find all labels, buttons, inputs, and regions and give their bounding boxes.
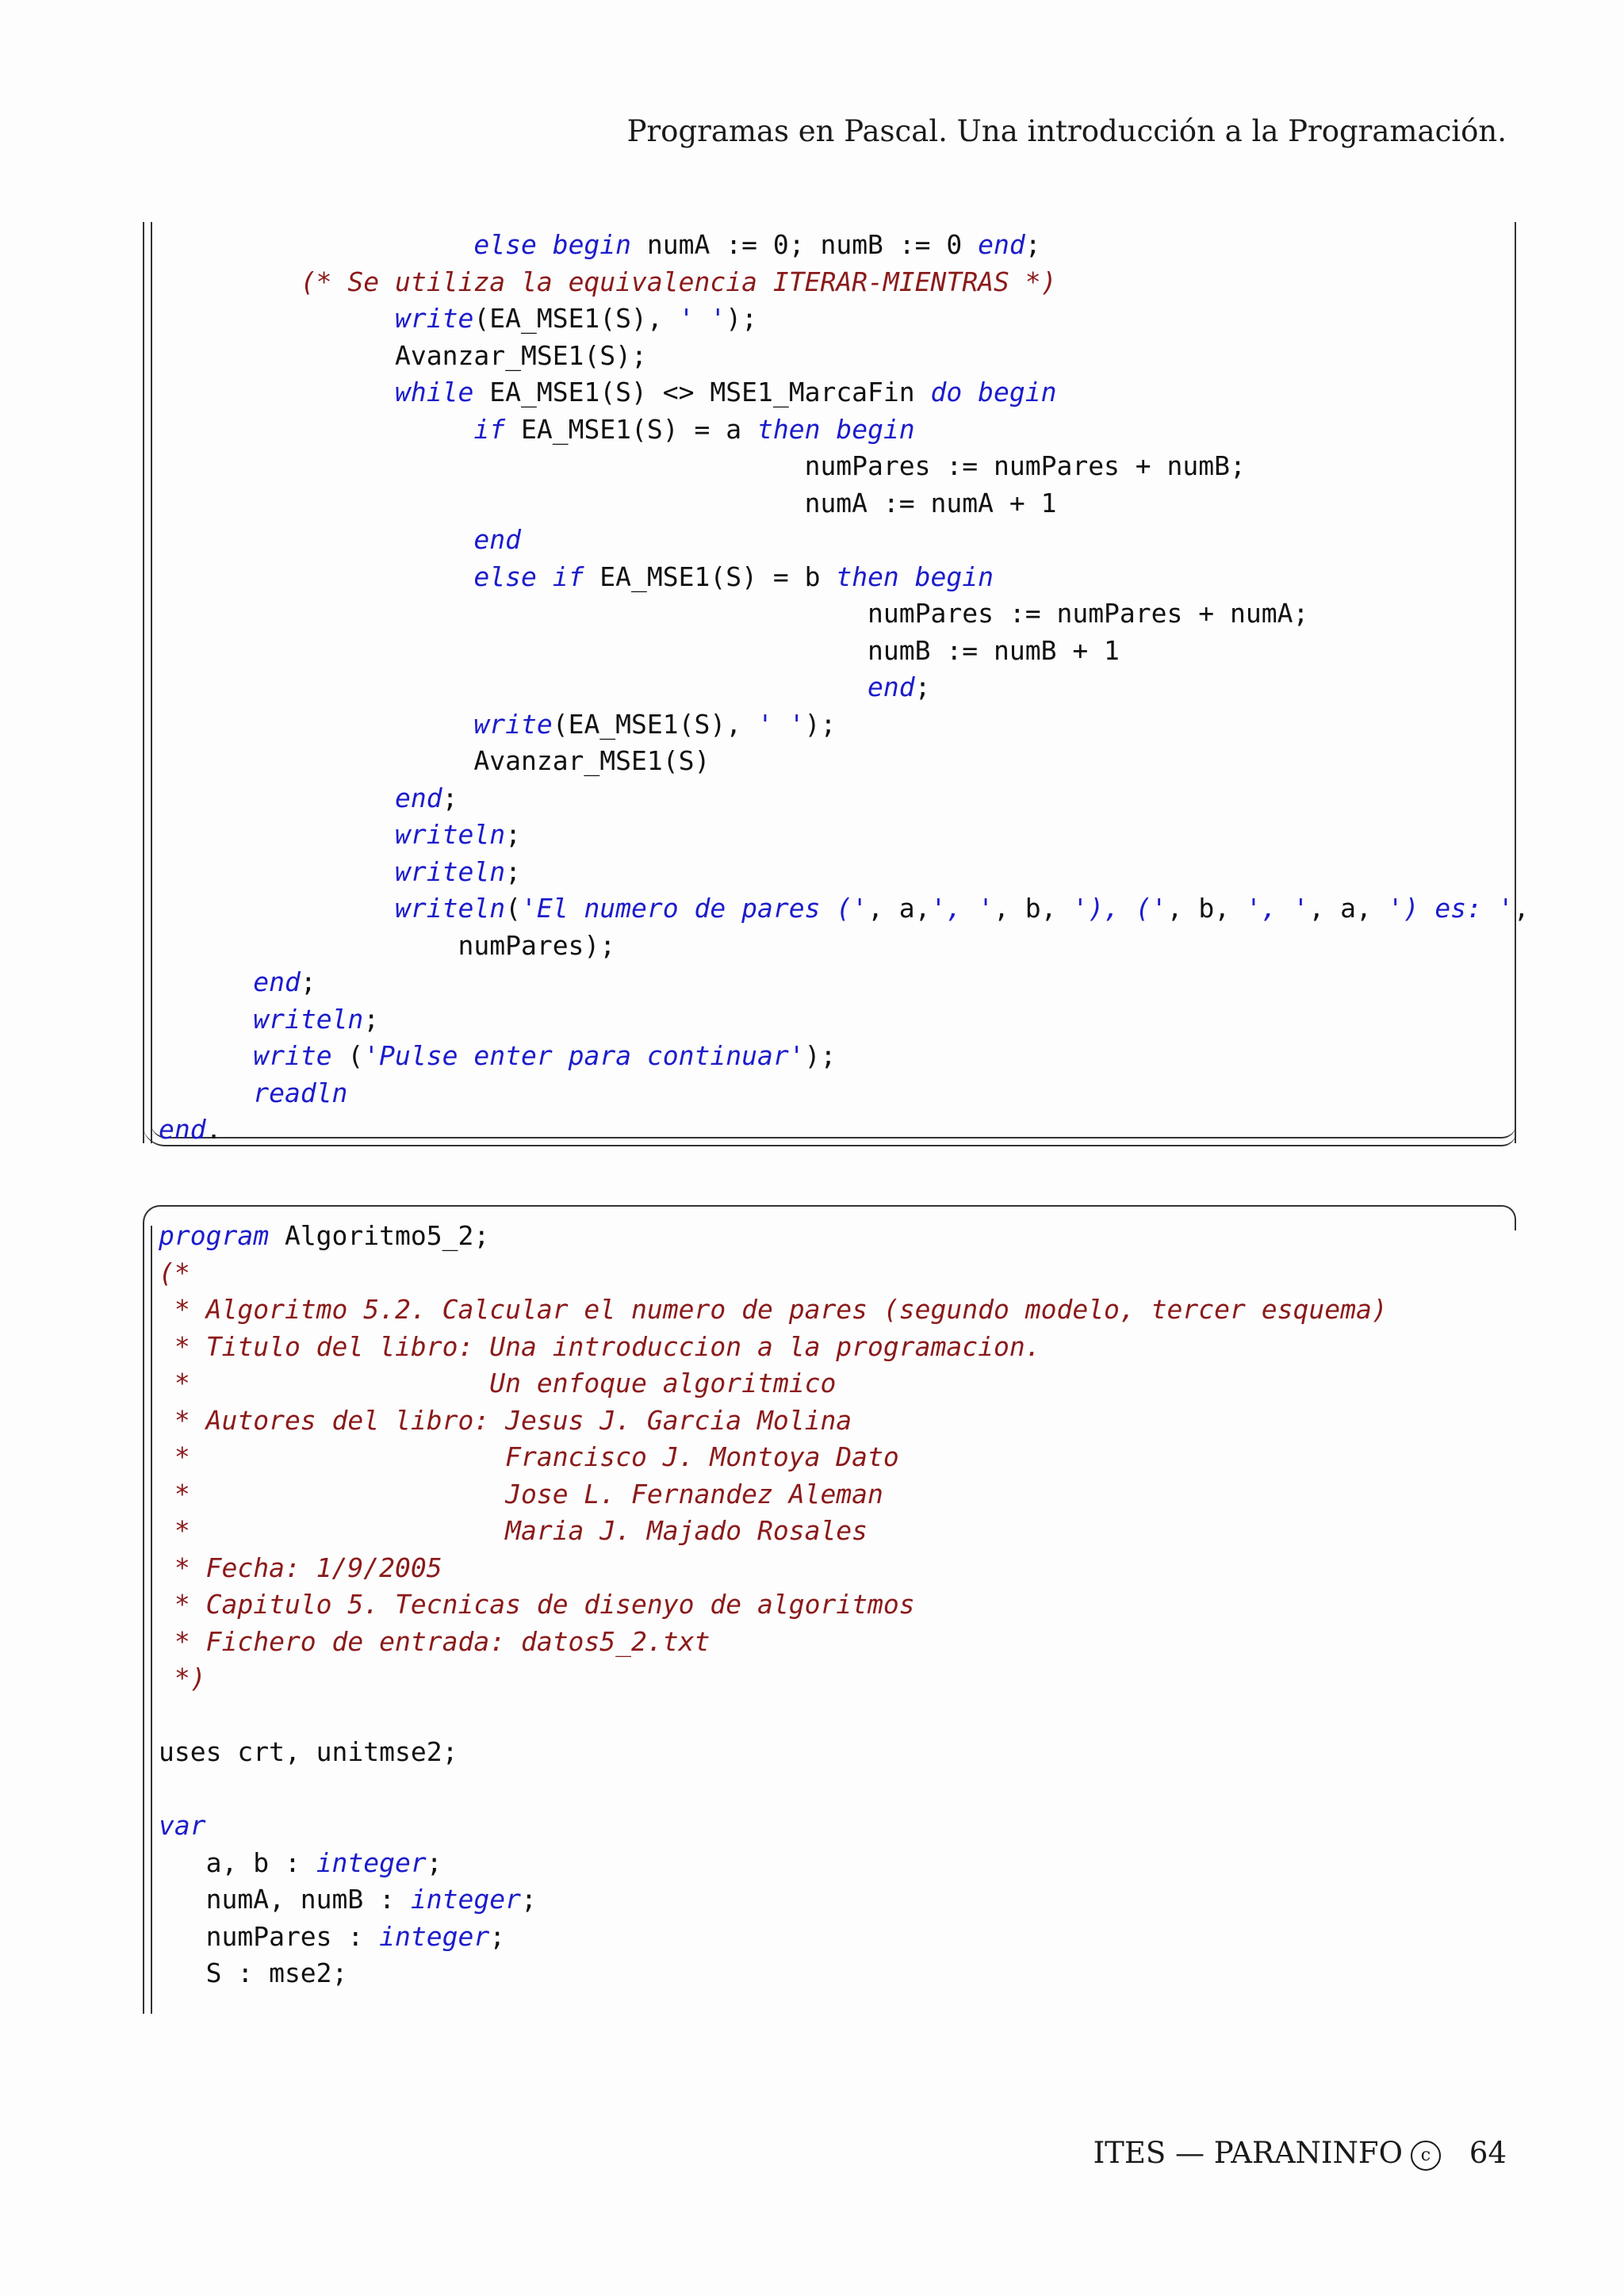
code-text: . xyxy=(205,1114,222,1145)
code-comment: (* xyxy=(159,1257,190,1288)
copyright-icon: c xyxy=(1411,2141,1441,2171)
code-text: ; xyxy=(489,1920,506,1952)
code-text: numA, numB : xyxy=(159,1884,411,1915)
code-text xyxy=(159,709,473,740)
code-line xyxy=(159,928,1530,965)
code-text: (EA_MSE1(S), xyxy=(552,708,757,740)
code-keyword: integer xyxy=(316,1846,427,1878)
code-line xyxy=(159,854,1530,891)
code-text xyxy=(159,1004,253,1035)
code-comment: * Francisco J. Montoya Dato xyxy=(159,1441,899,1472)
code-text: numPares); xyxy=(159,929,616,961)
code-text: ); xyxy=(726,303,757,334)
code-line xyxy=(159,890,1530,928)
code-line xyxy=(159,1402,1388,1440)
code-text: numPares := numPares + numA; xyxy=(159,598,1309,629)
code-text xyxy=(159,229,473,260)
code-line xyxy=(159,1845,1388,1882)
code-block-top xyxy=(159,227,1530,1149)
code-keyword: while xyxy=(395,377,474,408)
code-line xyxy=(159,817,1530,854)
code-comment: * Capitulo 5. Tecnicas de disenyo de algoritmos xyxy=(159,1589,915,1620)
code-keyword: writeln xyxy=(395,855,506,887)
code-line xyxy=(159,1439,1388,1476)
code-line xyxy=(159,1218,1388,1255)
code-text: numB := numB + 1 xyxy=(159,634,1120,666)
code-text: EA_MSE1(S) = b xyxy=(584,561,837,592)
code-line xyxy=(159,227,1530,264)
code-line xyxy=(159,411,1530,449)
code-string: ') es: ' xyxy=(1387,893,1514,924)
code-line xyxy=(159,1038,1530,1075)
code-text: ; xyxy=(363,1003,380,1035)
code-comment: * Jose L. Fernandez Aleman xyxy=(159,1478,883,1510)
code-keyword: end xyxy=(473,524,521,555)
code-text: ; xyxy=(426,1846,442,1878)
code-text: ; xyxy=(505,855,521,887)
code-line xyxy=(159,1075,1530,1112)
code-text xyxy=(159,1077,253,1108)
code-line xyxy=(159,1476,1388,1513)
code-line xyxy=(159,448,1530,485)
code-string: ' ' xyxy=(678,303,726,334)
code-line xyxy=(159,374,1530,411)
code-string: ' ' xyxy=(756,708,805,740)
code-text xyxy=(159,819,395,850)
code-text: , b, xyxy=(994,893,1073,924)
code-keyword: var xyxy=(159,1810,206,1841)
code-text: ; xyxy=(520,1884,537,1915)
code-keyword: end xyxy=(395,782,442,813)
code-keyword: integer xyxy=(379,1920,490,1952)
code-text: EA_MSE1(S) = a xyxy=(505,413,757,445)
code-comment: * Fecha: 1/9/2005 xyxy=(159,1552,442,1583)
code-line xyxy=(159,595,1530,633)
code-comment: * Un enfoque algoritmico xyxy=(159,1368,837,1399)
code-keyword: writeln xyxy=(395,819,506,850)
code-text: ( xyxy=(331,1040,364,1071)
code-keyword: then begin xyxy=(757,413,915,445)
code-text xyxy=(159,672,868,702)
code-line xyxy=(159,1112,1530,1149)
code-line xyxy=(159,1734,1388,1771)
code-keyword: if xyxy=(473,413,506,445)
code-keyword: write xyxy=(473,708,553,740)
code-text xyxy=(159,966,253,997)
code-line xyxy=(159,1329,1388,1366)
code-line xyxy=(159,1586,1388,1624)
code-line xyxy=(159,522,1530,559)
code-text: Avanzar_MSE1(S) xyxy=(159,745,710,776)
code-line xyxy=(159,706,1530,744)
code-text: ; xyxy=(914,672,931,702)
code-line xyxy=(159,669,1530,706)
code-text xyxy=(159,266,301,297)
code-line xyxy=(159,338,1530,375)
code-keyword: write xyxy=(395,303,474,334)
code-text: (EA_MSE1(S), xyxy=(473,303,679,334)
code-line xyxy=(159,1001,1530,1039)
code-text: a, b : xyxy=(159,1846,316,1878)
code-line xyxy=(159,559,1530,596)
code-line xyxy=(159,1365,1388,1402)
code-line xyxy=(159,300,1530,338)
code-text: ; xyxy=(442,782,458,813)
code-text: ( xyxy=(505,893,521,924)
code-text xyxy=(159,377,395,408)
code-text: , b, xyxy=(1166,893,1246,924)
code-comment: * Fichero de entrada: datos5_2.txt xyxy=(159,1625,710,1657)
running-header: Programas en Pascal. Una introducción a la Programación. xyxy=(626,114,1507,148)
code-text xyxy=(159,561,473,592)
code-listing-algoritmo5-2 xyxy=(143,1205,1516,1990)
code-comment: * Autores del libro: Jesus J. Garcia Molina xyxy=(159,1404,852,1436)
code-line xyxy=(159,1919,1388,1956)
code-string: ', ' xyxy=(930,893,994,924)
code-text xyxy=(159,524,473,555)
code-comment: * Titulo del libro: Una introduccion a la programacion. xyxy=(159,1330,1041,1362)
code-text: , a, xyxy=(868,893,931,924)
code-keyword: then begin xyxy=(836,561,994,592)
code-keyword: end xyxy=(978,229,1025,260)
page-footer xyxy=(1087,2136,1507,2171)
publisher-credit: ITES — PARANINFO xyxy=(1093,2136,1403,2170)
code-line xyxy=(159,1624,1388,1661)
code-text: S : mse2; xyxy=(159,1957,348,1988)
code-line xyxy=(159,1808,1388,1845)
code-keyword: write xyxy=(253,1040,332,1071)
code-keyword: readln xyxy=(253,1077,348,1108)
code-text xyxy=(159,856,395,887)
code-text: Algoritmo5_2; xyxy=(269,1220,490,1251)
code-comment: *) xyxy=(159,1663,206,1693)
code-text xyxy=(159,303,395,334)
code-line xyxy=(159,1697,1388,1735)
code-line xyxy=(159,1550,1388,1587)
code-line xyxy=(159,743,1530,780)
code-comment: (* Se utiliza la equivalencia ITERAR-MIENTRAS *) xyxy=(300,266,1057,297)
code-keyword: writeln xyxy=(253,1003,364,1035)
code-text: ; xyxy=(1025,229,1041,260)
code-line xyxy=(159,780,1530,817)
code-keyword: else begin xyxy=(473,229,632,260)
code-line xyxy=(159,1955,1388,1992)
code-block-bottom xyxy=(159,1218,1388,1992)
code-line xyxy=(159,1660,1388,1697)
code-line xyxy=(159,1771,1388,1808)
code-keyword: program xyxy=(159,1220,270,1251)
code-line xyxy=(159,1255,1388,1292)
code-string: 'Pulse enter para continuar' xyxy=(363,1040,805,1071)
code-line xyxy=(159,485,1530,522)
code-keyword: writeln xyxy=(395,893,506,924)
code-comment: * Maria J. Majado Rosales xyxy=(159,1515,868,1546)
code-line xyxy=(159,633,1530,670)
code-line xyxy=(159,964,1530,1001)
code-text xyxy=(159,893,395,924)
code-listing-continued xyxy=(143,222,1530,1165)
code-string: ', ' xyxy=(1245,893,1309,924)
code-string: 'El numero de pares (' xyxy=(520,893,868,924)
page-number: 64 xyxy=(1469,2136,1507,2170)
code-text: Avanzar_MSE1(S); xyxy=(159,339,647,371)
code-line xyxy=(159,1513,1388,1550)
code-text: numPares : xyxy=(159,1920,380,1952)
code-text: , a, xyxy=(1308,893,1388,924)
code-line xyxy=(159,1292,1388,1329)
code-text: ; xyxy=(505,819,521,850)
code-keyword: end xyxy=(159,1114,206,1145)
code-line xyxy=(159,264,1530,301)
code-text: ; xyxy=(300,966,316,997)
code-text: EA_MSE1(S) <> MSE1_MarcaFin xyxy=(473,377,931,408)
code-keyword: else if xyxy=(473,561,584,592)
code-text: , xyxy=(1513,893,1530,924)
code-text xyxy=(159,414,473,445)
code-text: numA := 0; numB := 0 xyxy=(631,229,979,260)
code-text xyxy=(159,783,395,813)
code-text: ); xyxy=(804,708,837,740)
code-line xyxy=(159,1881,1388,1919)
code-string: '), (' xyxy=(1072,893,1167,924)
code-keyword: end xyxy=(868,672,915,702)
code-keyword: do begin xyxy=(930,377,1057,408)
code-text: uses crt, unitmse2; xyxy=(159,1736,458,1767)
code-text: numPares := numPares + numB; xyxy=(159,450,1246,481)
code-keyword: integer xyxy=(410,1884,521,1915)
code-text xyxy=(159,1040,253,1071)
code-text: numA := numA + 1 xyxy=(159,487,1057,519)
code-text: ); xyxy=(804,1040,837,1071)
code-keyword: end xyxy=(253,966,301,997)
code-comment: * Algoritmo 5.2. Calcular el numero de pares (segundo modelo, tercer esquema) xyxy=(159,1294,1388,1325)
